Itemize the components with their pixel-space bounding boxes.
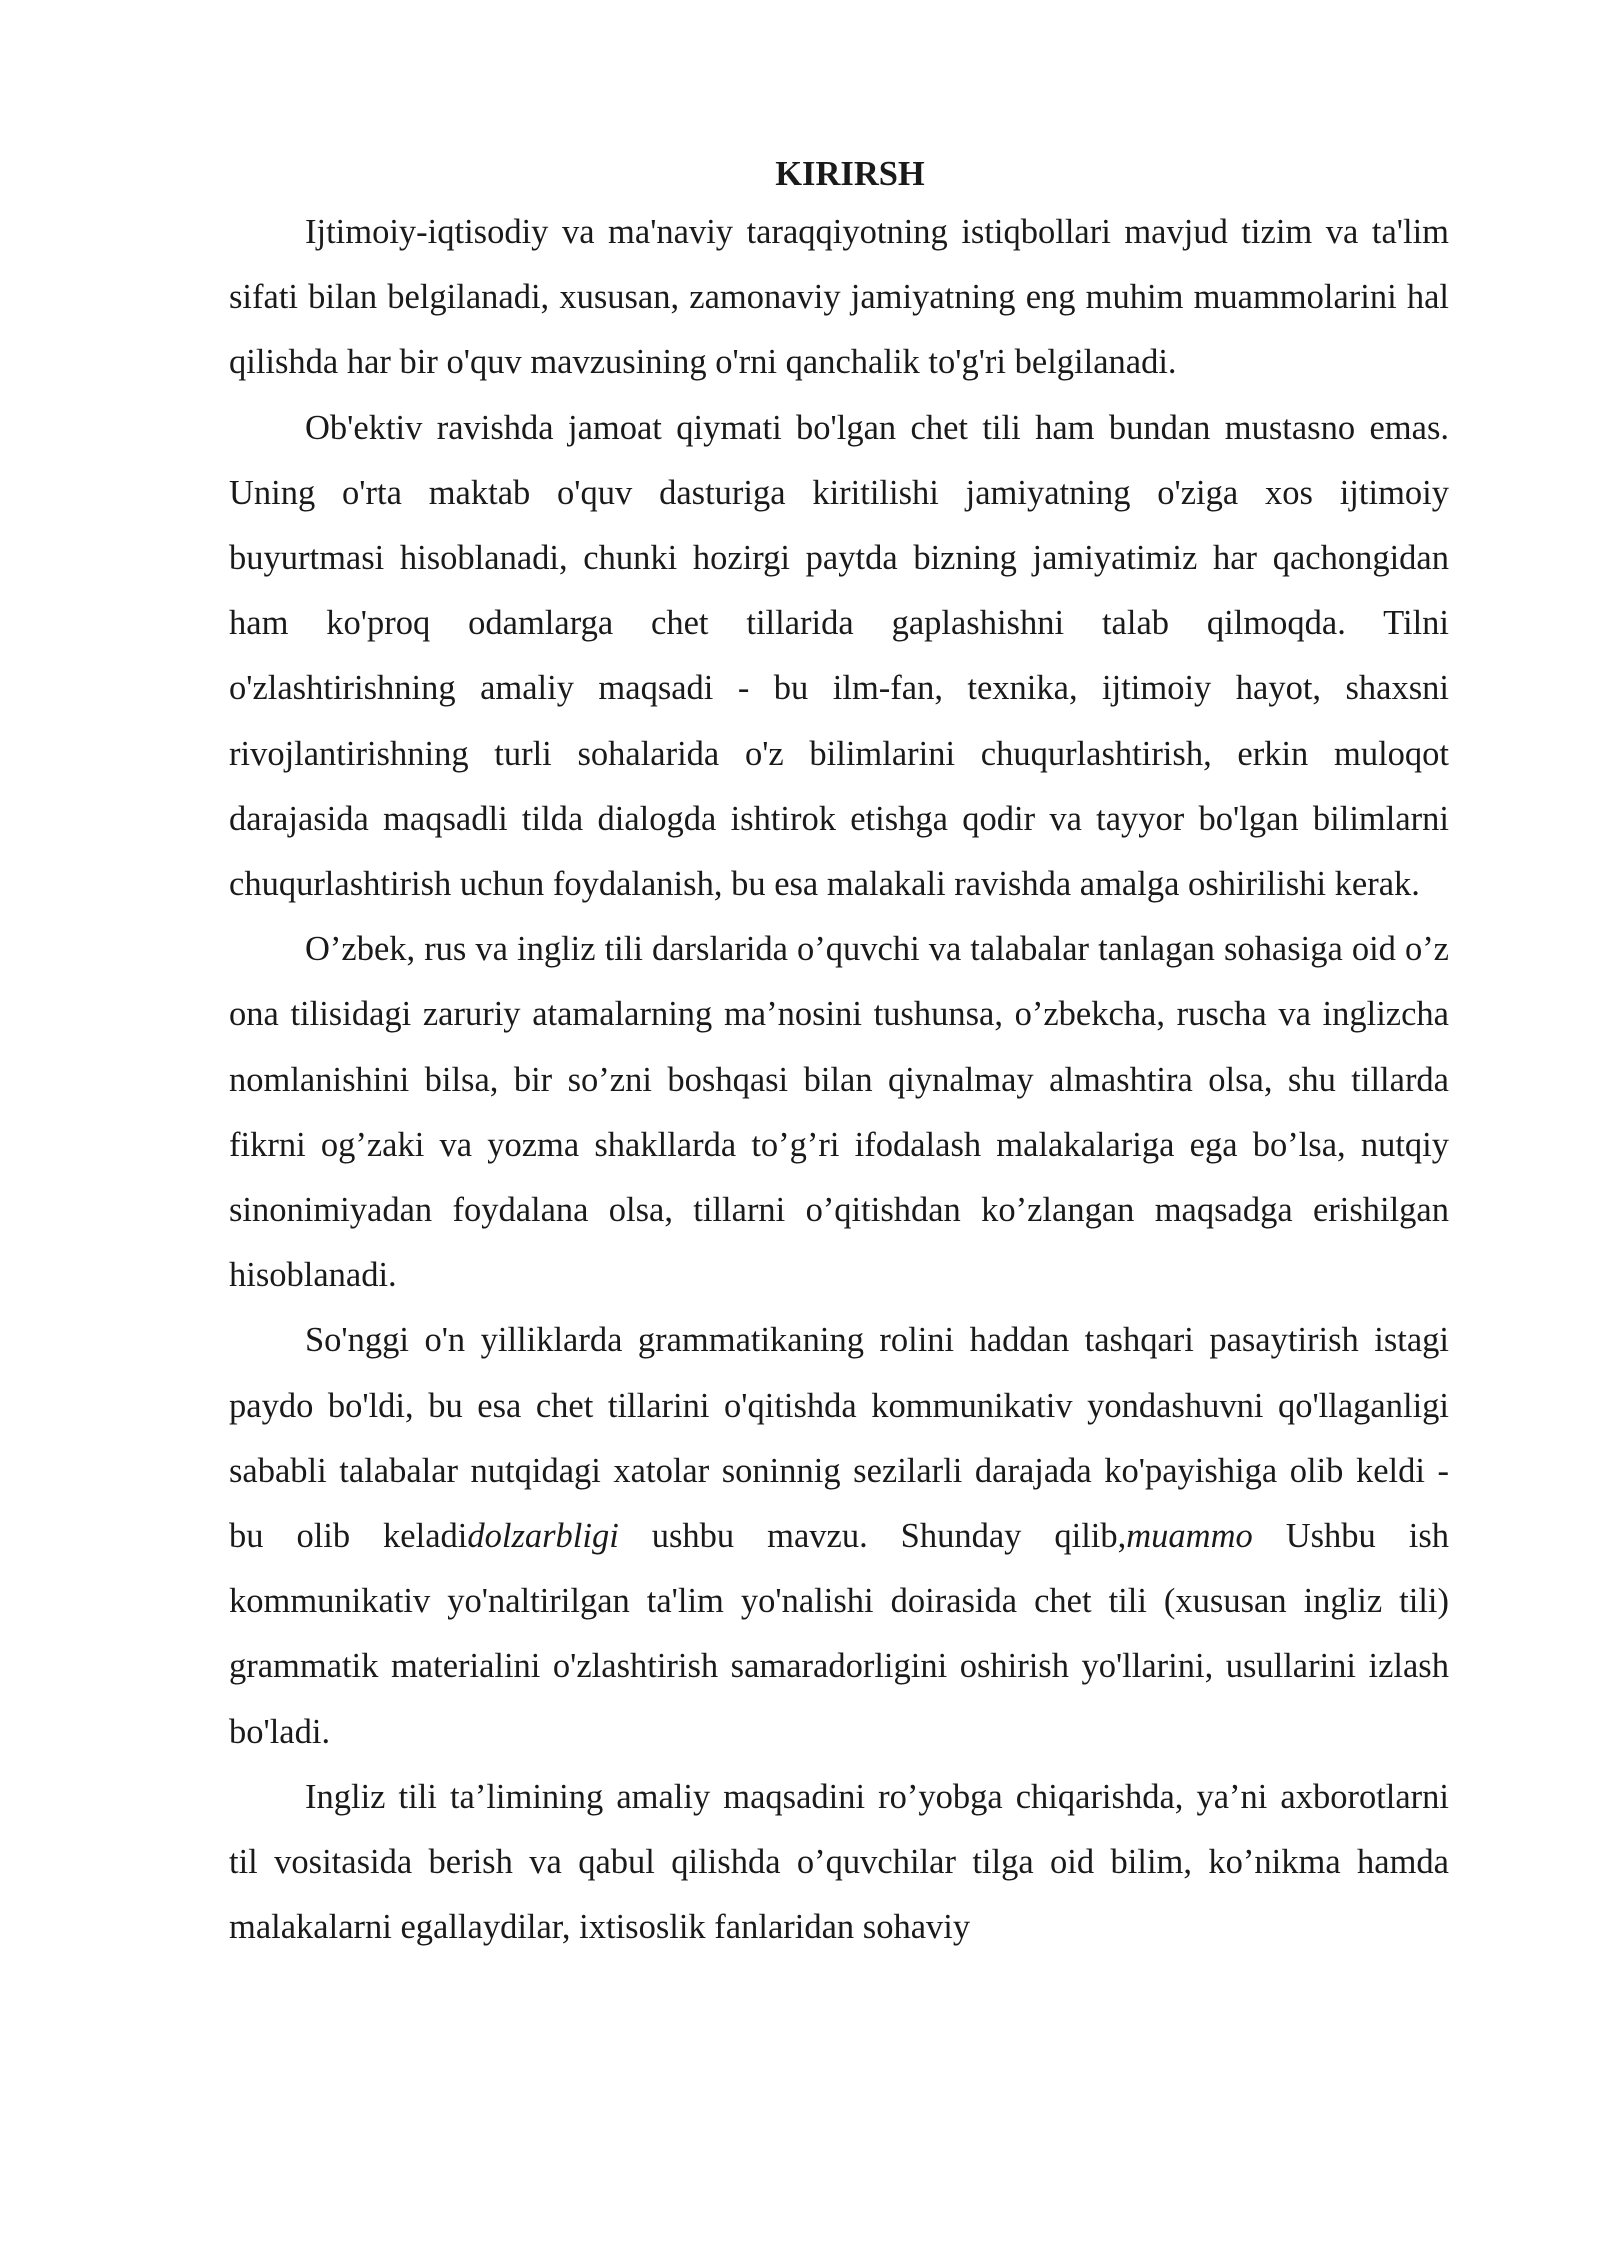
document-title: KIRIRSH (775, 155, 925, 193)
paragraph-4-text-1: So'nggi o'n yilliklarda grammatikaning rolini haddan tashqari pasaytirish istagi paydo bo'ldi, bu esa chet tillarini o'qitishda kommunikativ yondashuvni qo'llaganligi sababli talabalar nutqidagi xatolar soninnig sezilarli darajada ko'payishiga olib keldi - bu olib keladi (229, 1321, 1449, 1556)
paragraph-2: Ob'ektiv ravishda jamoat qiymati bo'lgan chet tili ham bundan mustasno emas. Uning o'rta maktab o'quv dasturiga kiritilishi jamiyatning o'ziga xos ijtimoiy buyurtmasi hisoblanadi, chunki hozirgi paytda bizning jamiyatimiz har qachongidan ham ko'proq odamlarga chet tillarida gaplashishni talab qilmoqda. Tilni o'zlashtirishning amaliy maqsadi - bu ilm-fan, texnika, ijtimoiy hayot, shaxsni rivojlantirishning turli sohalarida o'z bilimlarini chuqurlashtirish, erkin muloqot darajasida maqsadli tilda dialogda ishtirok etishga qodir va tayyor bo'lgan bilimlarni chuqurlashtirish uchun foydalanish, bu esa malakali ravishda amalga oshirilishi kerak. (229, 408, 1449, 904)
paragraph-1: Ijtimoiy-iqtisodiy va ma'naviy taraqqiyotning istiqbollari mavjud tizim va ta'lim sifati bilan belgilanadi, xususan, zamonaviy jamiyatning eng muhim muammolarini hal qilishda har bir o'quv mavzusining o'rni qanchalik to'g'ri belgilanadi. (229, 213, 1449, 382)
paragraph-3: O’zbek, rus va ingliz tili darslarida o’quvchi va talabalar tanlagan sohasiga oid o’z ona tilisidagi zaruriy atamalarning ma’nosini tushunsa, o’zbekcha, ruscha va inglizcha nomlanishini bilsa, bir so’zni boshqasi bilan qiynalmay almashtira olsa, shu tillarda fikrni og’zaki va yozma shakllarda to’g’ri ifodalash malakalariga ega bo’lsa, nutqiy sinonimiyadan foydalana olsa, tillarni o’qitishdan ko’zlangan maqsadga erishilgan hisoblanadi. (229, 930, 1449, 1295)
document-body (229, 148, 1449, 1960)
paragraph-5: Ingliz tili ta’limining amaliy maqsadini ro’yobga chiqarishda, ya’ni axborotlarni til vositasida berish va qabul qilishda o’quvchilar tilga oid bilim, ko’nikma hamda malakalarni egallaydilar, ixtisoslik fanlaridan sohaviy (229, 1777, 1449, 1947)
paragraph-4-italic-dolzarbligi: dolzarbligi (467, 1517, 619, 1556)
paragraph-4-text-3: Ushbu ish kommunikativ yo'naltirilgan ta'lim yo'nalishi doirasida chet tili (xususan ingliz tili) grammatik materialini o'zlashtirish samaradorligini oshirish yo'llarini, usullarini izlash bo'ladi. (229, 1517, 1449, 1751)
paragraph-4-italic-muammo: muammo (1126, 1517, 1253, 1556)
paragraph-4-text-2: ushbu mavzu. Shunday qilib, (618, 1517, 1127, 1556)
paragraph-4 (229, 1308, 1449, 1764)
